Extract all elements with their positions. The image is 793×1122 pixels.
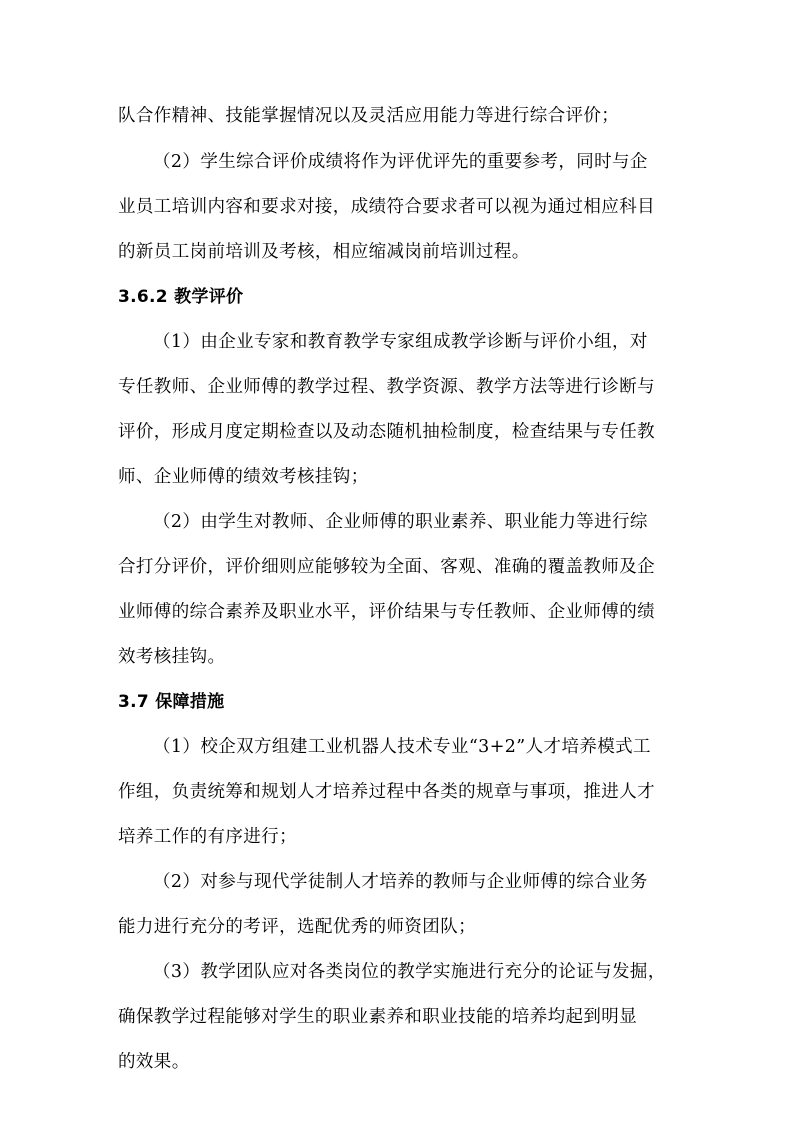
paragraph-line: 队合作精神、技能掌握情况以及灵活应用能力等进行综合评价； bbox=[118, 106, 620, 126]
paragraph-line: 培养工作的有序进行； bbox=[118, 827, 297, 847]
section-heading: 3.6.2 教学评价 bbox=[118, 287, 244, 307]
paragraph-line: 的效果。 bbox=[118, 1052, 190, 1072]
paragraph-line: 评价，形成月度定期检查以及动态随机抽检制度，检查结果与专任教 bbox=[118, 422, 655, 442]
paragraph-line: 效考核挂钩。 bbox=[118, 647, 226, 667]
paragraph-line: （1）校企双方组建工业机器人技术专业“3+2”人才培养模式工 bbox=[153, 737, 651, 757]
paragraph-line: 作组，负责统筹和规划人才培养过程中各类的规章与事项，推进人才 bbox=[118, 782, 655, 802]
paragraph-line: 专任教师、企业师傅的教学过程、教学资源、教学方法等进行诊断与 bbox=[118, 377, 655, 397]
paragraph-line: 师、企业师傅的绩效考核挂钩； bbox=[118, 467, 369, 487]
paragraph-line: 业师傅的综合素养及职业水平，评价结果与专任教师、企业师傅的绩 bbox=[118, 602, 655, 622]
paragraph-line: 业员工培训内容和要求对接，成绩符合要求者可以视为通过相应科目 bbox=[118, 197, 655, 217]
paragraph-line: （2）由学生对教师、企业师傅的职业素养、职业能力等进行综 bbox=[153, 512, 648, 532]
paragraph-line: 合打分评价，评价细则应能够较为全面、客观、准确的覆盖教师及企 bbox=[118, 557, 655, 577]
paragraph-line: 能力进行充分的考评，选配优秀的师资团队； bbox=[118, 917, 476, 937]
paragraph-line: （3）教学团队应对各类岗位的教学实施进行充分的论证与发掘， bbox=[153, 962, 666, 982]
paragraph-line: 的新员工岗前培训及考核，相应缩减岗前培训过程。 bbox=[118, 242, 530, 262]
paragraph-line: （2）学生综合评价成绩将作为评优评先的重要参考，同时与企 bbox=[153, 152, 648, 172]
paragraph-line: （2）对参与现代学徒制人才培养的教师与企业师傅的综合业务 bbox=[153, 872, 648, 892]
paragraph-line: （1）由企业专家和教育教学专家组成教学诊断与评价小组，对 bbox=[153, 332, 648, 352]
paragraph-line: 确保教学过程能够对学生的职业素养和职业技能的培养均起到明显 bbox=[118, 1007, 638, 1027]
section-heading: 3.7 保障措施 bbox=[118, 692, 225, 712]
